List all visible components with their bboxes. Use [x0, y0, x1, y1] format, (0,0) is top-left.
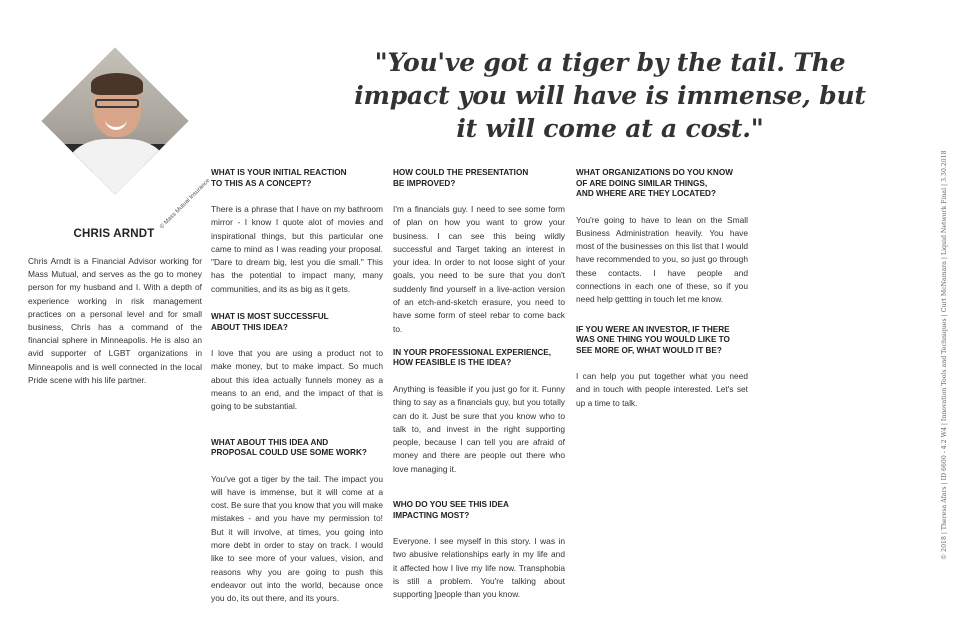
answer-text: You're going to have to lean on the Small Business Administration heavily. You have most of the businesses on this list that I would have recommended to you, so just go through these contacts. I have people and connections in each one of these, so if you need help gettting in touch let me know.: [576, 214, 748, 305]
answer-text: There is a phrase that I have on my bathroom mirror - I know I quote alot of movies and inspirational things, but this particular one came to mind as I was reading your proposal. "Dare to dream big, lest you die small." This has the potential to impact many, many communities, and its as big as it gets.: [211, 204, 383, 294]
profile-name: CHRIS ARNDT: [73, 228, 155, 240]
profile-bio: Chris Arndt is a Financial Advisor working for Mass Mutual, and serves as the go to money person for my husband and I. With a depth of experience working in risk management practices on a personal level and for small business, Chris has a command of the financial sphere in Minneapolis. He is also an avid supporter of LGBT organizations in Minneapolis and is well connected in the local Pride scene with his life partner.: [28, 256, 202, 385]
profile-photo: [41, 47, 212, 231]
answer-text: Anything is feasible if you just go for it. Funny thing to say as a financials guy, but you totally can do it. Just be sure that you know who to talk to, and invest in the right supporting people, because I can tell you are afraid of money and there are people out there who love managing it.: [393, 383, 565, 474]
question-heading: WHAT IS MOST SUCCESSFUL ABOUT THIS IDEA?: [211, 312, 329, 332]
answer-text: I can help you put together what you need and in touch with people interested. Let's set up a time to talk.: [576, 371, 748, 408]
question-heading: HOW COULD THE PRESENTATION BE IMPROVED?: [393, 168, 529, 188]
answer-text: I'm a financials guy. I need to see some form of plan on how you want to grow your business. I can see this being wildly successful and Target taking an interest in your idea. In order to not loose sight of your goals, you need to be sure that you don't suddenly find yourself in a live-action version of an etch-and-sketch erasure, you need to have some form of steel rebar to come back to.: [393, 204, 565, 334]
question-heading: WHAT ABOUT THIS IDEA AND PROPOSAL COULD USE SOME WORK?: [211, 437, 367, 458]
answer-text: I love that you are using a product not to make money, but to make impact. So much about this idea actually funnels money as a means to an end, and the impact of that is going to be substantial.: [211, 348, 383, 412]
interview-column-1: [211, 168, 383, 622]
question-heading: WHAT IS YOUR INITIAL REACTION TO THIS AS A CONCEPT?: [211, 168, 347, 188]
answer-text: Everyone. I see myself in this story. I was in two abusive relationships early in my life and it affected how I live my life now. Transphobia is still a problem. You're talking about supporting ]people than you know.: [393, 536, 565, 600]
photo-credit: © Mass Mutual Insurance: [159, 177, 212, 231]
question-heading: IF YOU WERE AN INVESTOR, IF THERE WAS ONE THING YOU WOULD LIKE TO SEE MORE OF, WHAT WOULD IT BE?: [576, 324, 730, 355]
interview-column-3: [576, 168, 748, 426]
vertical-footer-credits: © 2018 | Theresa Afars | ID 6600 - 4.2 W4 | Innovation Tools and Techniques | Curt McNamara | Liquid Network Final | 3.30.2018: [941, 150, 948, 560]
answer-text: You've got a tiger by the tail. The impact you will have is immense, but it will come at a cost. Be sure that you know that you will make mistakes - and you have my permission to! But it will involve, at times, you going into more debt in order to stay on track. I would like to see more of your values, vision, and reasons why you are going to push this endeavor out into the world, because once you do, its out there, and its yours.: [211, 473, 383, 604]
question-heading: WHO DO YOU SEE THIS IDEA IMPACTING MOST?: [393, 500, 509, 520]
question-heading: IN YOUR PROFESSIONAL EXPERIENCE, HOW FEASIBLE IS THE IDEA?: [393, 347, 552, 368]
question-heading: WHAT ORGANIZATIONS DO YOU KNOW OF ARE DOING SIMILAR THINGS, AND WHERE ARE THEY LOCATED?: [576, 168, 733, 198]
pull-quote: "You've got a tiger by the tail. The impact you will have is immense, but it will come at a cost.": [354, 48, 866, 143]
interview-column-2: [393, 168, 565, 618]
